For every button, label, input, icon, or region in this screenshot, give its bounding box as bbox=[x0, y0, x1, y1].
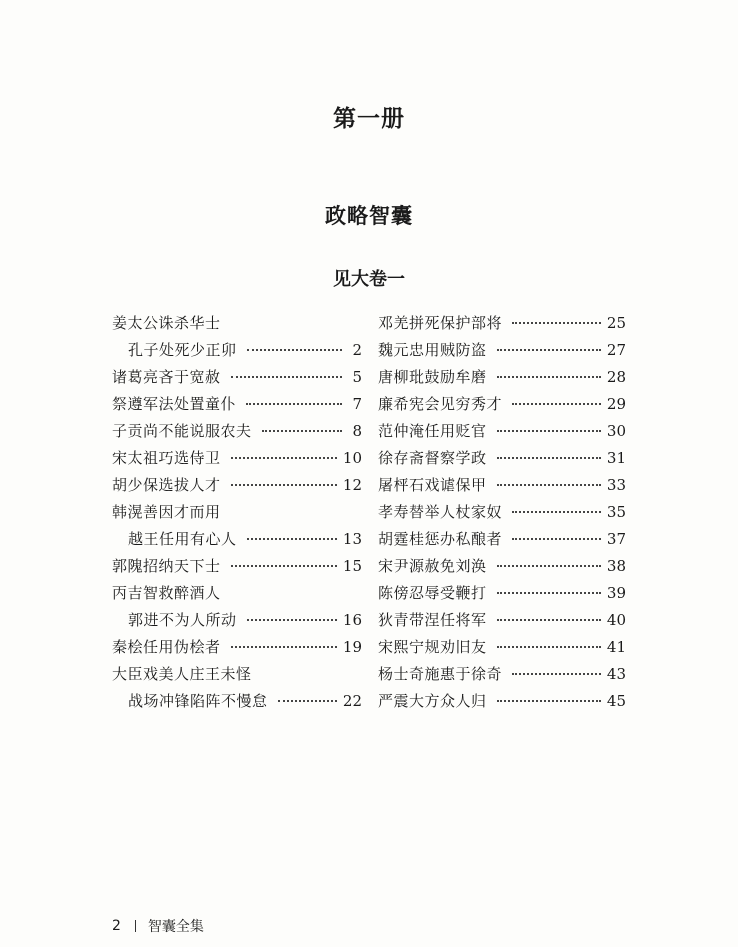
toc-entry-page: 19 bbox=[342, 638, 362, 656]
toc-entry bbox=[378, 337, 626, 364]
toc-entry-page: 5 bbox=[352, 368, 362, 386]
footer-page-number: 2 bbox=[112, 918, 121, 934]
chapter-title: 见大卷一 bbox=[333, 269, 405, 290]
toc-entry bbox=[112, 607, 362, 634]
toc-entry-page: 8 bbox=[352, 422, 362, 440]
toc-leader-dots bbox=[231, 456, 337, 459]
toc-entry-title: 邓羌拼死保护部将 bbox=[378, 314, 503, 332]
toc-entry-page: 13 bbox=[342, 530, 362, 548]
toc-leader-dots bbox=[497, 564, 601, 567]
toc-entry-title: 宋熙宁规劝旧友 bbox=[378, 638, 487, 656]
toc-right-column bbox=[378, 310, 626, 715]
toc-leader-dots bbox=[231, 564, 337, 567]
footer-book-title: 智囊全集 bbox=[147, 919, 204, 935]
toc-entry-title: 诸葛亮吝于宽赦 bbox=[112, 368, 221, 386]
toc-leader-dots bbox=[497, 618, 601, 621]
toc-entry-title: 胡霆桂惩办私酿者 bbox=[378, 530, 503, 548]
toc-entry-title: 宋太祖巧选侍卫 bbox=[112, 449, 221, 467]
toc-leader-dots bbox=[262, 429, 342, 432]
toc-entry bbox=[378, 661, 626, 688]
toc-entry bbox=[378, 499, 626, 526]
toc-entry-page: 39 bbox=[606, 584, 626, 602]
toc-entry-page: 35 bbox=[606, 503, 626, 521]
toc-entry-page: 40 bbox=[606, 611, 626, 629]
toc-entry bbox=[378, 580, 626, 607]
toc-entry-page: 25 bbox=[606, 314, 626, 332]
toc-entry-title: 宋尹源赦免刘涣 bbox=[378, 557, 487, 575]
toc-entry bbox=[112, 526, 362, 553]
toc-leader-dots bbox=[512, 672, 601, 675]
toc-entry-title: 大臣戏美人庄王未怪 bbox=[112, 665, 252, 683]
toc-entry bbox=[378, 418, 626, 445]
toc-entry bbox=[112, 445, 362, 472]
toc-entry bbox=[112, 472, 362, 499]
toc-entry-page: 30 bbox=[606, 422, 626, 440]
toc-entry-page: 22 bbox=[342, 692, 362, 710]
toc-entry bbox=[112, 310, 362, 337]
footer-separator bbox=[135, 920, 136, 932]
toc-entry-title: 秦桧任用伪桧者 bbox=[112, 638, 221, 656]
toc-entry-title: 姜太公诛杀华士 bbox=[112, 314, 221, 332]
toc-entry-page: 27 bbox=[606, 341, 626, 359]
toc-entry bbox=[378, 310, 626, 337]
toc-entry-title: 孝寿替举人杖家奴 bbox=[378, 503, 503, 521]
toc-left-column bbox=[112, 310, 362, 715]
toc-leader-dots bbox=[231, 483, 337, 486]
toc-entry-title: 屠枰石戏谑保甲 bbox=[378, 476, 487, 494]
toc-entry-title: 唐柳玭鼓励牟磨 bbox=[378, 368, 487, 386]
toc-leader-dots bbox=[497, 375, 601, 378]
toc-leader-dots bbox=[278, 699, 337, 702]
toc-leader-dots bbox=[247, 618, 337, 621]
toc-leader-dots bbox=[246, 402, 342, 405]
toc-leader-dots bbox=[231, 375, 342, 378]
toc-entry-title: 战场冲锋陷阵不慢怠 bbox=[128, 692, 268, 710]
toc-leader-dots bbox=[497, 699, 601, 702]
toc-entry-page: 38 bbox=[606, 557, 626, 575]
toc-entry-title: 范仲淹任用贬官 bbox=[378, 422, 487, 440]
toc-entry-title: 魏元忠用贼防盗 bbox=[378, 341, 487, 359]
toc-entry-page: 2 bbox=[352, 341, 362, 359]
toc-entry-page: 12 bbox=[342, 476, 362, 494]
toc-entry-title: 廉希宪会见穷秀才 bbox=[378, 395, 503, 413]
toc-entry bbox=[112, 499, 362, 526]
toc-entry bbox=[112, 337, 362, 364]
toc-leader-dots bbox=[497, 645, 601, 648]
toc-entry-title: 陈傍忍辱受鞭打 bbox=[378, 584, 487, 602]
toc-entry-title: 越王任用有心人 bbox=[128, 530, 237, 548]
section-title: 政略智囊 bbox=[325, 203, 413, 228]
toc-entry bbox=[112, 553, 362, 580]
toc-entry-title: 胡少保选拔人才 bbox=[112, 476, 221, 494]
toc-entry-page: 33 bbox=[606, 476, 626, 494]
toc-entry bbox=[378, 472, 626, 499]
toc-leader-dots bbox=[512, 510, 601, 513]
toc-leader-dots bbox=[512, 402, 601, 405]
toc-entry bbox=[378, 445, 626, 472]
toc-entry-page: 43 bbox=[606, 665, 626, 683]
toc-entry bbox=[112, 391, 362, 418]
toc-entry-title: 丙吉智救醉酒人 bbox=[112, 584, 221, 602]
toc-entry bbox=[378, 688, 626, 715]
toc-leader-dots bbox=[497, 483, 601, 486]
toc-entry-page: 16 bbox=[342, 611, 362, 629]
toc-leader-dots bbox=[497, 429, 601, 432]
toc-entry-title: 郭隗招纳天下士 bbox=[112, 557, 221, 575]
toc-entry bbox=[112, 364, 362, 391]
toc-leader-dots bbox=[247, 537, 337, 540]
toc-leader-dots bbox=[512, 537, 601, 540]
toc-leader-dots bbox=[497, 591, 601, 594]
toc-leader-dots bbox=[497, 348, 601, 351]
toc-entry-title: 子贡尚不能说服农夫 bbox=[112, 422, 252, 440]
toc-entry bbox=[112, 580, 362, 607]
toc-entry-page: 10 bbox=[342, 449, 362, 467]
toc-entry-page: 29 bbox=[606, 395, 626, 413]
toc-leader-dots bbox=[497, 456, 601, 459]
toc-entry bbox=[378, 634, 626, 661]
toc-entry bbox=[378, 607, 626, 634]
toc-entry-title: 狄青带涅任将军 bbox=[378, 611, 487, 629]
toc-leader-dots bbox=[231, 645, 337, 648]
toc-entry bbox=[112, 661, 362, 688]
toc-entry-title: 祭遵军法处置童仆 bbox=[112, 395, 237, 413]
toc-entry-title: 郭进不为人所动 bbox=[128, 611, 237, 629]
toc-entry-page: 37 bbox=[606, 530, 626, 548]
toc-entry bbox=[378, 391, 626, 418]
toc-entry-title: 严震大方众人归 bbox=[378, 692, 487, 710]
toc-entry bbox=[112, 634, 362, 661]
toc-entry-page: 45 bbox=[606, 692, 626, 710]
toc-entry-title: 杨士奇施惠于徐奇 bbox=[378, 665, 503, 683]
toc-entry bbox=[378, 526, 626, 553]
toc-entry-title: 孔子处死少正卯 bbox=[128, 341, 237, 359]
toc-entry-title: 韩滉善因才而用 bbox=[112, 503, 221, 521]
toc-leader-dots bbox=[247, 348, 342, 351]
toc-entry-page: 31 bbox=[606, 449, 626, 467]
toc-entry-page: 28 bbox=[606, 368, 626, 386]
toc-entry bbox=[378, 364, 626, 391]
toc-entry-page: 7 bbox=[352, 395, 362, 413]
toc-entry bbox=[378, 553, 626, 580]
page-footer bbox=[112, 916, 204, 936]
toc-entry-page: 41 bbox=[606, 638, 626, 656]
toc-leader-dots bbox=[512, 321, 601, 324]
toc-entry bbox=[112, 688, 362, 715]
volume-title: 第一册 bbox=[333, 105, 405, 132]
toc-entry-title: 徐存斋督察学政 bbox=[378, 449, 487, 467]
toc-entry-page: 15 bbox=[342, 557, 362, 575]
toc-entry bbox=[112, 418, 362, 445]
